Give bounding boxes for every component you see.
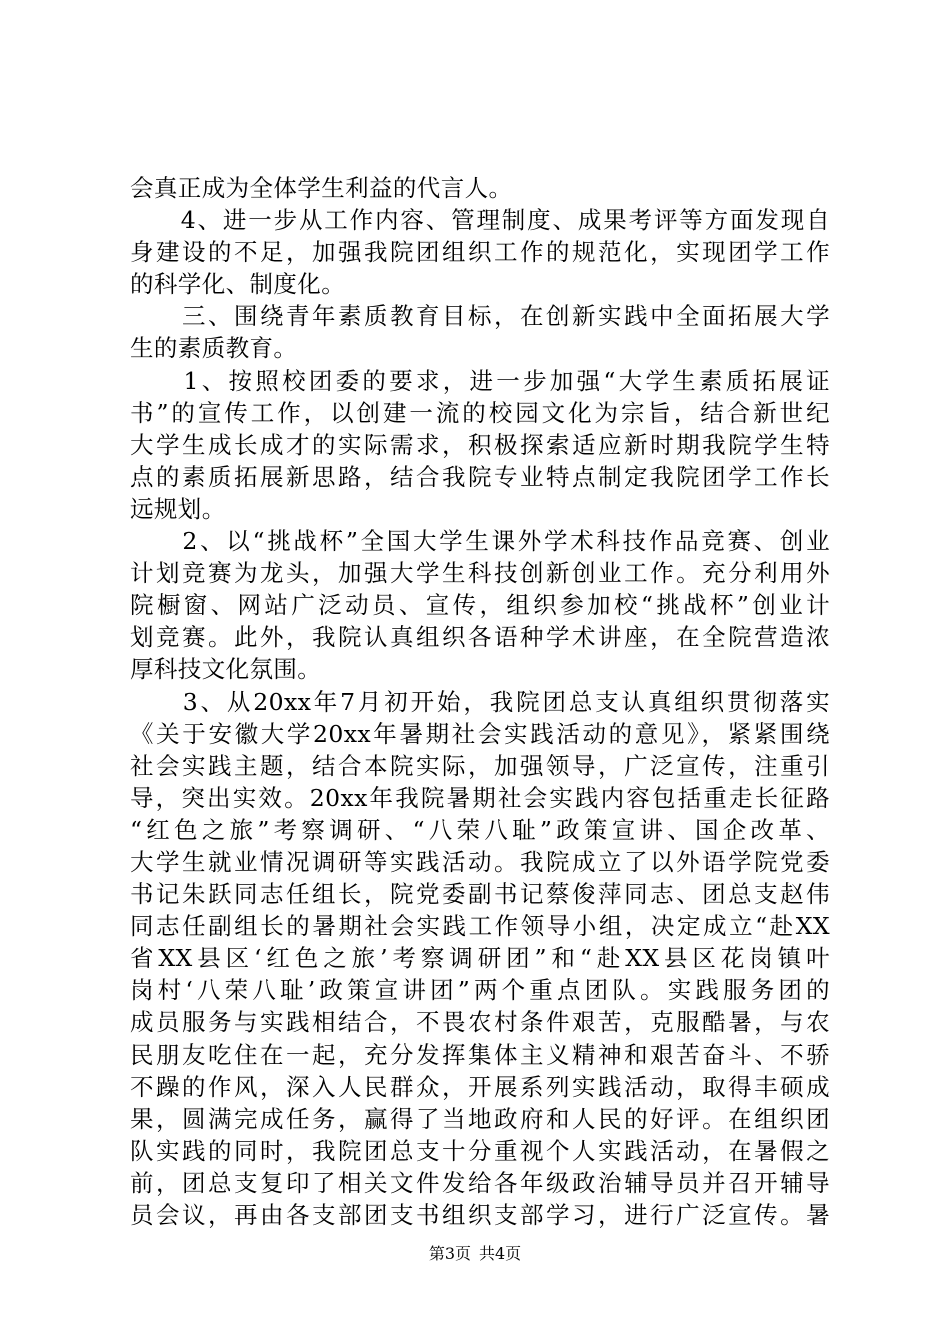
text-line: 的科学化、制度化。 (130, 270, 346, 299)
text-line: 前，团总支复印了相关文件发给各年级政治辅导员并召开辅导 (130, 1168, 830, 1197)
text-line: 同志任副组长的暑期社会实践工作领导小组，决定成立“赴XX (130, 912, 830, 941)
text-line: 员会议，再由各支部团支书组织支部学习，进行广泛宣传。暑 (130, 1201, 830, 1229)
document-body (130, 172, 830, 1231)
page-total: 共4页 (479, 1244, 522, 1263)
text-line: 《关于安徽大学20xx年暑期社会实践活动的意见》，紧紧围绕 (130, 719, 830, 748)
text-line: 点的素质拓展新思路，结合我院专业特点制定我院团学工作长 (130, 462, 830, 491)
text-line: 1、按照校团委的要求，进一步加强“大学生素质拓展证 (130, 366, 830, 395)
text-line: 远规划。 (130, 494, 226, 523)
text-line: 计划竞赛为龙头，加强大学生科技创新创业工作。充分利用外 (130, 559, 830, 588)
text-line: 书记朱跃同志任组长，院党委副书记蔡俊萍同志、团总支赵伟 (130, 880, 830, 909)
text-line: 4、进一步从工作内容、管理制度、成果考评等方面发现自 (130, 206, 830, 235)
text-line: 大学生就业情况调研等实践活动。我院成立了以外语学院党委 (130, 847, 830, 876)
page-footer (0, 1244, 950, 1264)
text-line: 书”的宣传工作，以创建一流的校园文化为宗旨，结合新世纪 (130, 398, 830, 427)
text-line: 省XX县区‘红色之旅’考察调研团”和“赴XX县区花岗镇叶 (130, 944, 830, 973)
text-line: 不躁的作风，深入人民群众，开展系列实践活动，取得丰硕成 (130, 1072, 830, 1101)
text-line: 身建设的不足，加强我院团组织工作的规范化，实现团学工作 (130, 238, 830, 267)
text-line: “红色之旅”考察调研、“八荣八耻”政策宣讲、国企改革、 (130, 815, 830, 844)
page-number: 第3页 (428, 1244, 471, 1263)
text-line: 导，突出实效。20xx年我院暑期社会实践内容包括重走长征路 (130, 783, 830, 812)
text-line: 岗村‘八荣八耻’政策宣讲团”两个重点团队。实践服务团的 (130, 976, 830, 1005)
text-line: 成员服务与实践相结合，不畏农村条件艰苦，克服酷暑，与农 (130, 1008, 830, 1037)
text-line: 社会实践主题，结合本院实际，加强领导，广泛宣传，注重引 (130, 751, 830, 780)
text-line: 果，圆满完成任务，赢得了当地政府和人民的好评。在组织团 (130, 1104, 830, 1133)
text-line: 队实践的同时，我院团总支十分重视个人实践活动，在暑假之 (130, 1136, 830, 1165)
text-line: 生的素质教育。 (130, 334, 298, 363)
text-line: 厚科技文化氛围。 (130, 655, 322, 684)
text-line: 大学生成长成才的实际需求，积极探索适应新时期我院学生特 (130, 430, 830, 459)
text-line: 3、从20xx年7月初开始，我院团总支认真组织贯彻落实 (130, 687, 830, 716)
text-line: 民朋友吃住在一起，充分发挥集体主义精神和艰苦奋斗、不骄 (130, 1040, 830, 1069)
text-line: 三、围绕青年素质教育目标，在创新实践中全面拓展大学 (130, 302, 830, 331)
text-line: 院橱窗、网站广泛动员、宣传，组织参加校“挑战杯”创业计 (130, 591, 830, 620)
text-line: 会真正成为全体学生利益的代言人。 (130, 174, 513, 202)
text-line: 2、以“挑战杯”全国大学生课外学术科技作品竞赛、创业 (130, 527, 830, 556)
text-line: 划竞赛。此外，我院认真组织各语种学术讲座，在全院营造浓 (130, 623, 830, 652)
